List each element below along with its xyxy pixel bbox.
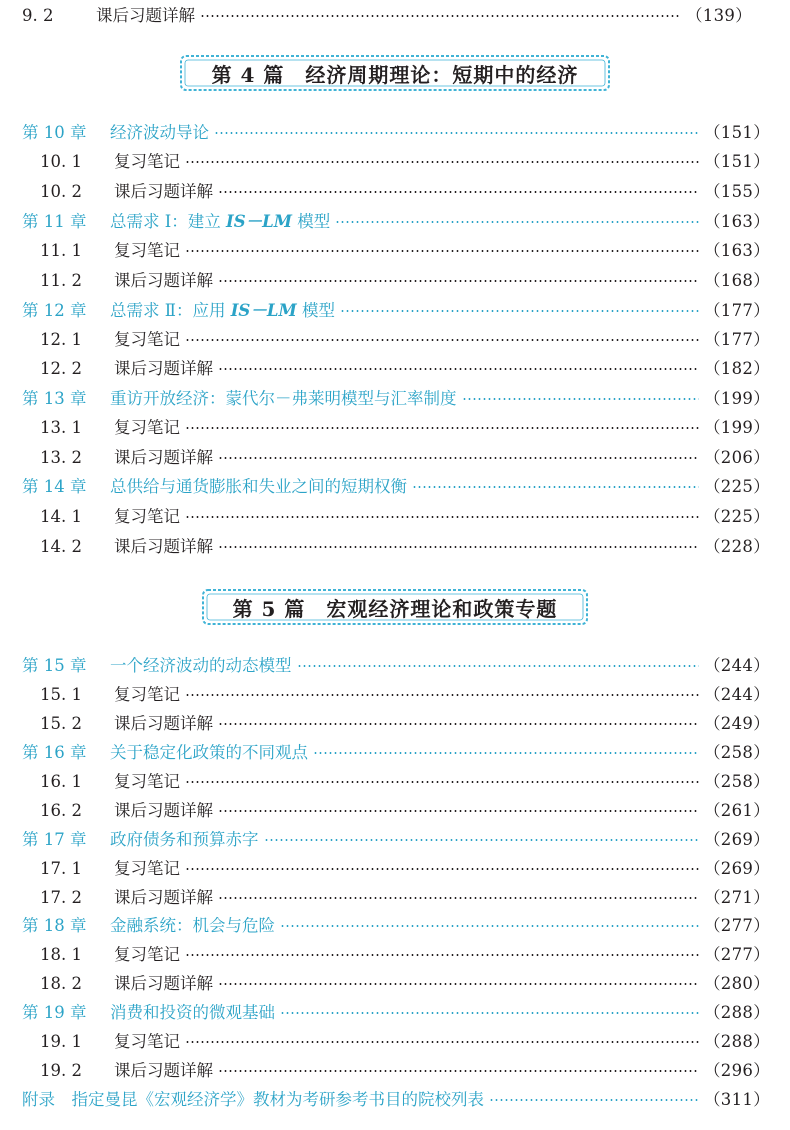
dot-leader <box>218 457 699 459</box>
section-number: 12. 2 <box>40 359 82 378</box>
toc-section-13-1[interactable] <box>22 416 770 440</box>
dot-leader <box>218 723 699 725</box>
section-title: 复习笔记 <box>114 330 180 349</box>
dot-leader <box>185 781 699 783</box>
page-number: （311） <box>704 1090 770 1109</box>
dot-leader <box>218 191 699 193</box>
chapter-number: 第 13 章 <box>22 389 87 408</box>
page-number: （269） <box>704 830 770 849</box>
section-title: 复习笔记 <box>114 685 180 704</box>
toc-section-14-2[interactable] <box>22 535 770 559</box>
page-number: （269） <box>704 859 770 878</box>
toc-section-11-1[interactable] <box>22 239 770 263</box>
toc-chapter-17[interactable] <box>22 828 770 852</box>
page-number: （182） <box>704 359 770 378</box>
dot-leader <box>489 1099 699 1101</box>
page-number: （244） <box>704 656 770 675</box>
dot-leader <box>340 310 699 312</box>
dot-leader <box>280 925 699 927</box>
page-number: （155） <box>704 182 770 201</box>
section-title: 课后习题详解 <box>114 448 213 467</box>
section-title: 复习笔记 <box>114 772 180 791</box>
chapter-title: 政府债务和预算赤字 <box>110 830 259 849</box>
toc-appendix[interactable] <box>22 1088 770 1112</box>
dot-leader <box>335 221 699 223</box>
page-number: （225） <box>704 507 770 526</box>
page-number: （288） <box>704 1003 770 1022</box>
part-title: 第 5 篇 宏观经济理论和政策专题 <box>232 596 558 621</box>
section-title: 复习笔记 <box>114 859 180 878</box>
chapter-title: 一个经济波动的动态模型 <box>110 656 292 675</box>
section-number: 12. 1 <box>40 330 82 349</box>
chapter-title: 消费和投资的微观基础 <box>110 1003 275 1022</box>
section-number: 14. 2 <box>40 537 82 556</box>
dot-leader <box>218 983 699 985</box>
section-title: 课后习题详解 <box>96 6 195 25</box>
section-number: 16. 1 <box>40 772 82 791</box>
section-title: 复习笔记 <box>114 507 180 526</box>
page-number: （258） <box>704 743 770 762</box>
section-title: 课后习题详解 <box>114 801 213 820</box>
section-number: 11. 1 <box>40 241 82 260</box>
page-number: （277） <box>704 945 770 964</box>
page-number: （177） <box>704 301 770 320</box>
section-title: 复习笔记 <box>114 1032 180 1051</box>
section-title: 课后习题详解 <box>114 888 213 907</box>
page-number: （249） <box>704 714 770 733</box>
page-number: （288） <box>704 1032 770 1051</box>
chapter-number: 第 12 章 <box>22 301 87 320</box>
dot-leader <box>185 954 699 956</box>
toc-section-16-2[interactable] <box>22 799 770 823</box>
chapter-title: 经济波动导论 <box>110 123 209 142</box>
page-number: （199） <box>704 389 770 408</box>
chapter-number: 第 17 章 <box>22 830 87 849</box>
toc-chapter-19[interactable] <box>22 1001 770 1025</box>
dot-leader <box>200 15 681 17</box>
section-title: 复习笔记 <box>114 418 180 437</box>
section-number: 17. 1 <box>40 859 82 878</box>
appendix-title: 附录 指定曼昆《宏观经济学》教材为考研参考书目的院校列表 <box>22 1090 484 1109</box>
dot-leader <box>218 280 699 282</box>
dot-leader <box>218 368 699 370</box>
section-number: 17. 2 <box>40 888 82 907</box>
page-number: （177） <box>704 330 770 349</box>
section-title: 课后习题详解 <box>114 974 213 993</box>
toc-section-19-1[interactable] <box>22 1030 770 1054</box>
section-number: 10. 1 <box>40 152 82 171</box>
section-number: 18. 1 <box>40 945 82 964</box>
toc-section-19-2[interactable] <box>22 1059 770 1083</box>
section-number: 10. 2 <box>40 182 82 201</box>
section-title: 课后习题详解 <box>114 271 213 290</box>
page-number: （280） <box>704 974 770 993</box>
toc-chapter-11[interactable] <box>22 210 770 234</box>
toc-section-17-1[interactable] <box>22 857 770 881</box>
toc-section-18-2[interactable] <box>22 972 770 996</box>
dot-leader <box>218 897 699 899</box>
chapter-title: 关于稳定化政策的不同观点 <box>110 743 308 762</box>
dot-leader <box>218 1070 699 1072</box>
section-title: 课后习题详解 <box>114 537 213 556</box>
section-number: 15. 2 <box>40 714 82 733</box>
dot-leader <box>313 752 699 754</box>
dot-leader <box>297 665 700 667</box>
section-number: 15. 1 <box>40 685 82 704</box>
page-number: （296） <box>704 1061 770 1080</box>
toc-section-10-2[interactable] <box>22 180 770 204</box>
page-number: （151） <box>704 123 770 142</box>
page-number: （228） <box>704 537 770 556</box>
chapter-title-post: 模型 <box>296 301 335 320</box>
page-number: （244） <box>704 685 770 704</box>
section-title: 课后习题详解 <box>114 182 213 201</box>
section-number: 19. 2 <box>40 1061 82 1080</box>
section-number: 13. 2 <box>40 448 82 467</box>
chapter-title-post: 模型 <box>292 212 331 231</box>
toc-chapter-14[interactable] <box>22 475 770 499</box>
dot-leader <box>185 868 699 870</box>
toc-chapter-12[interactable] <box>22 299 770 323</box>
chapter-title-model: IS－LM <box>226 212 293 231</box>
chapter-title-pre: 总需求 Ⅱ：应用 <box>110 301 231 320</box>
toc-section-13-2[interactable] <box>22 446 770 470</box>
dot-leader <box>462 398 700 400</box>
dot-leader <box>185 161 699 163</box>
toc-section-17-2[interactable] <box>22 886 770 910</box>
toc-section-16-1[interactable] <box>22 770 770 794</box>
dot-leader <box>412 486 699 488</box>
toc-section-18-1[interactable] <box>22 943 770 967</box>
page-number: （151） <box>704 152 770 171</box>
dot-leader <box>185 427 699 429</box>
chapter-title <box>110 299 335 323</box>
dot-leader <box>214 132 699 134</box>
chapter-number: 第 11 章 <box>22 212 87 231</box>
section-title: 复习笔记 <box>114 945 180 964</box>
toc-section-12-2[interactable] <box>22 357 770 381</box>
chapter-number: 第 16 章 <box>22 743 87 762</box>
part-title: 第 4 篇 经济周期理论：短期中的经济 <box>211 62 579 87</box>
chapter-number: 第 10 章 <box>22 123 87 142</box>
dot-leader <box>218 810 699 812</box>
dot-leader <box>185 694 699 696</box>
dot-leader <box>185 516 699 518</box>
part-banner-5 <box>200 587 590 627</box>
section-number: 13. 1 <box>40 418 82 437</box>
section-number: 9. 2 <box>22 6 54 25</box>
toc-section-11-2[interactable] <box>22 269 770 293</box>
toc-chapter-15[interactable] <box>22 654 770 678</box>
chapter-title <box>110 210 330 234</box>
page-number: （163） <box>704 241 770 260</box>
chapter-number: 第 19 章 <box>22 1003 87 1022</box>
page-number: （258） <box>704 772 770 791</box>
section-number: 14. 1 <box>40 507 82 526</box>
page-number: （225） <box>704 477 770 496</box>
chapter-title: 总供给与通货膨胀和失业之间的短期权衡 <box>110 477 407 496</box>
part-banner-4 <box>178 53 612 93</box>
toc-section-12-1[interactable] <box>22 328 770 352</box>
page-number: （271） <box>704 888 770 907</box>
toc-section-10-1[interactable] <box>22 150 770 174</box>
toc-chapter-16[interactable] <box>22 741 770 765</box>
toc-section-15-1[interactable] <box>22 683 770 707</box>
dot-leader <box>280 1012 699 1014</box>
section-title: 复习笔记 <box>114 152 180 171</box>
toc-chapter-13[interactable] <box>22 387 770 411</box>
page-number: （168） <box>704 271 770 290</box>
chapter-number: 第 14 章 <box>22 477 87 496</box>
toc-section-9-2[interactable] <box>4 4 752 28</box>
dot-leader <box>185 339 699 341</box>
section-number: 18. 2 <box>40 974 82 993</box>
section-title: 复习笔记 <box>114 241 180 260</box>
section-title: 课后习题详解 <box>114 1061 213 1080</box>
section-title: 课后习题详解 <box>114 714 213 733</box>
chapter-title-pre: 总需求 Ⅰ：建立 <box>110 212 227 231</box>
page-number: （199） <box>704 418 770 437</box>
chapter-title: 金融系统：机会与危险 <box>110 916 275 935</box>
dot-leader <box>185 250 699 252</box>
page-number: （206） <box>704 448 770 467</box>
section-number: 16. 2 <box>40 801 82 820</box>
chapter-title: 重访开放经济：蒙代尔－弗莱明模型与汇率制度 <box>110 389 457 408</box>
section-title: 课后习题详解 <box>114 359 213 378</box>
section-number: 11. 2 <box>40 271 82 290</box>
dot-leader <box>185 1041 699 1043</box>
toc-section-15-2[interactable] <box>22 712 770 736</box>
toc-chapter-18[interactable] <box>22 914 770 938</box>
section-number: 19. 1 <box>40 1032 82 1051</box>
toc-chapter-10[interactable] <box>22 121 770 145</box>
chapter-number: 第 15 章 <box>22 656 87 675</box>
dot-leader <box>264 839 700 841</box>
page-number: （261） <box>704 801 770 820</box>
page-number: （163） <box>704 212 770 231</box>
chapter-title-model: IS－LM <box>230 301 297 320</box>
chapter-number: 第 18 章 <box>22 916 87 935</box>
page-number: （277） <box>704 916 770 935</box>
dot-leader <box>218 546 699 548</box>
toc-section-14-1[interactable] <box>22 505 770 529</box>
page-number: （139） <box>686 6 752 25</box>
